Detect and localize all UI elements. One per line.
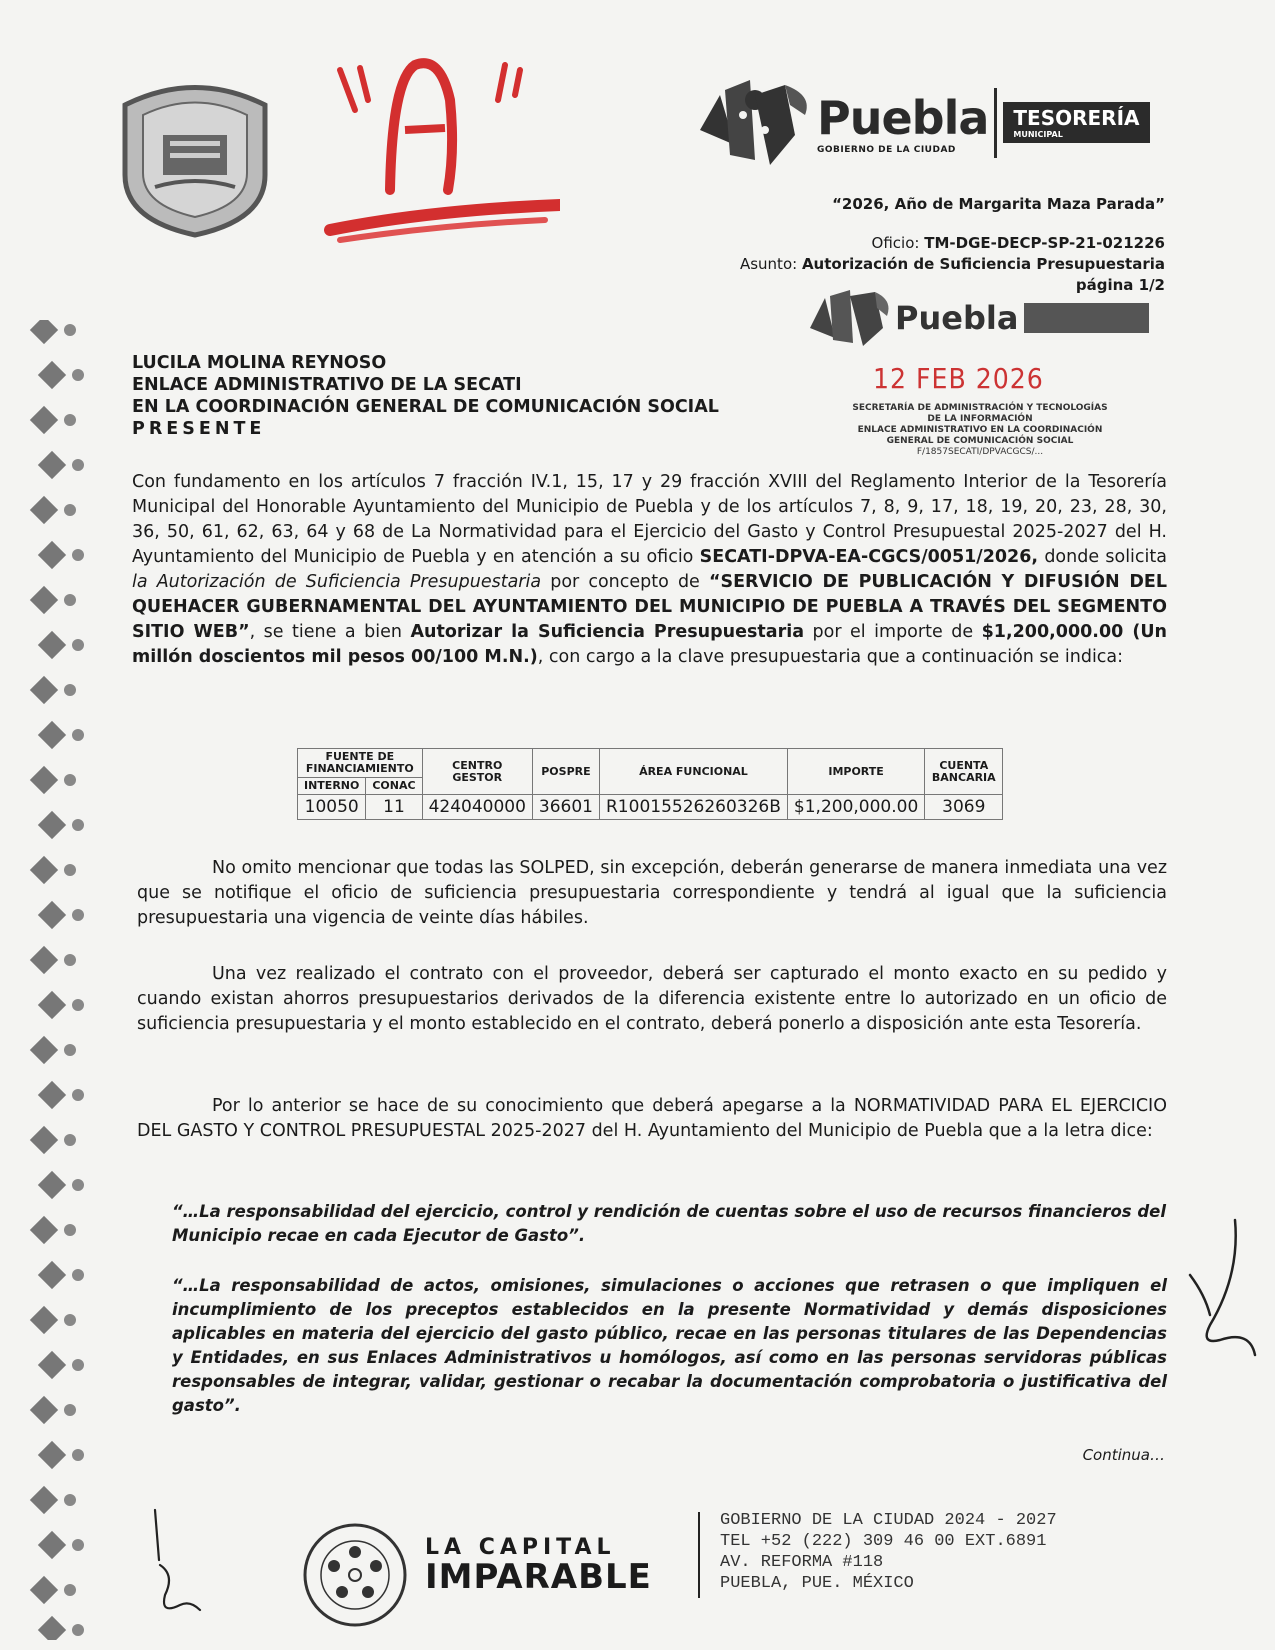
header-centro: CENTRO GESTOR (422, 749, 532, 795)
paragraph-3: Una vez realizado el contrato con el proveedor, deberá ser capturado el monto exacto en su pedido y cuando existan ahorros presupuestarios derivados de la diferencia existente entre lo autorizado en un oficio de suficiencia presupuestaria y el monto establecido en el contrato, deberá ponerlo a disposición ante esta Tesorería. (137, 964, 1167, 1034)
department-subtitle: MUNICIPAL (1013, 130, 1063, 139)
slogan-line-1: LA CAPITAL (425, 1535, 616, 1560)
slogan-line-2: IMPARABLE (425, 1557, 652, 1597)
addressee-block (132, 352, 719, 440)
red-handwritten-mark (320, 40, 560, 280)
p1-text-e: por el importe de (804, 622, 982, 642)
footer-address (720, 1510, 1057, 1594)
p1-text-b: donde solicita (1038, 547, 1167, 567)
stamp-brand-name: Puebla (895, 299, 1019, 337)
header-importe: IMPORTE (787, 749, 924, 795)
header-fuente: FUENTE DE FINANCIAMIENTO (298, 749, 423, 778)
header-interno: INTERNO (298, 778, 366, 795)
header-area: ÁREA FUNCIONAL (600, 749, 788, 795)
p1-text-a: Con fundamento en los artículos 7 fracción IV.1, 15, 17 y 29 fracción XVIII del Reglamento Interior de la Tesorería Municipal del Honorable Ayuntamiento del Municipio de Puebla y de los artículos 7, 8, 9, 17, 18, 19, 20, 23, 28, 30, 36, 50, 61, 62, 63, 64 y 68 de La Normatividad para el Ejercicio del Gasto y Control Presupuestal 2025-2027 del H. Ayuntamiento del Municipio de Puebla y en atención a su oficio (132, 472, 1167, 567)
asunto-label: Asunto: (739, 255, 798, 273)
stamp-line-3: ENLACE ADMINISTRATIVO EN LA COORDINACIÓN (857, 425, 1103, 435)
cell-importe: $1,200,000.00 (787, 795, 924, 820)
addressee-name: LUCILA MOLINA REYNOSO (132, 353, 387, 373)
address-line-4: PUEBLA, PUE. MÉXICO (720, 1574, 914, 1593)
stamp-emblem-icon (805, 288, 895, 348)
addressee-role-2: EN LA COORDINACIÓN GENERAL DE COMUNICACIÓN SOCIAL (132, 397, 719, 417)
header-conac: CONAC (366, 778, 422, 795)
footer-divider (698, 1512, 700, 1598)
header-logo (695, 75, 1165, 170)
cell-cuenta: 3069 (925, 795, 1003, 820)
header-cuenta: CUENTA BANCARIA (925, 749, 1003, 795)
brand-subtitle: GOBIERNO DE LA CIUDAD (817, 144, 956, 155)
oficio-number: TM-DGE-DECP-SP-21-021226 (924, 234, 1165, 252)
table-row (298, 795, 1003, 820)
brand-name: Puebla (817, 90, 989, 145)
cell-conac: 11 (366, 795, 422, 820)
page-number: página 1/2 (1075, 276, 1165, 294)
oficio-label: Oficio: (871, 234, 920, 252)
paragraph-2: No omito mencionar que todas las SOLPED, sin excepción, deberán generarse de manera inmediata una vez que se notifique el oficio de suficiencia presupuestaria correspondiente y tendrá al igual que la suficiencia presupuestaria una vigencia de veinte días hábiles. (137, 858, 1167, 928)
stamp-date: 12 FEB 2026 (873, 362, 1044, 395)
puebla-emblem-icon (695, 75, 815, 170)
signature-left (145, 1505, 215, 1625)
header-pospre: POSPRE (532, 749, 599, 795)
addressee-role-1: ENLACE ADMINISTRATIVO DE LA SECATI (132, 375, 522, 395)
p1-italic: la Autorización de Suficiencia Presupuestaria (132, 572, 542, 592)
paragraph-1 (132, 470, 1167, 670)
stamp-line-1: SECRETARÍA DE ADMINISTRACIÓN Y TECNOLOGÍAS (852, 403, 1108, 413)
stamp-line-2: DE LA INFORMACIÓN (927, 414, 1033, 424)
cell-centro: 424040000 (422, 795, 532, 820)
p1-authorization: Autorizar la Suficiencia Presupuestaria (410, 622, 805, 642)
cell-pospre: 36601 (532, 795, 599, 820)
reception-stamp (805, 288, 1155, 498)
asunto-text: Autorización de Suficiencia Presupuestaria (801, 255, 1165, 273)
department-box (1003, 102, 1149, 143)
department-title: TESORERÍA (1013, 106, 1140, 130)
quote-1: “…La responsabilidad del ejercicio, control y rendición de cuentas sobre el uso de recursos financieros del Municipio recae en cada Ejecutor de Gasto”. (172, 1202, 1166, 1245)
address-line-3: AV. REFORMA #118 (720, 1553, 884, 1572)
p1-text-c: por concepto de (541, 572, 709, 592)
p1-concept: “SERVICIO DE PUBLICACIÓN Y DIFUSIÓN DEL QUEHACER GUBERNAMENTAL DEL AYUNTAMIENTO DEL MUNICIPIO DE PUEBLA A TRAVÉS DEL SEGMENTO SITIO WEB” (132, 572, 1167, 642)
address-line-2: TEL +52 (222) 309 46 00 EXT.6891 (720, 1532, 1047, 1551)
budget-key-table (297, 748, 1003, 820)
oficio-block (740, 233, 1165, 296)
quote-2: “…La responsabilidad de actos, omisiones, simulaciones o acciones que retrasen o que impliquen el incumplimiento de los preceptos establecidos en la presente Normatividad y demás disposiciones aplicables en materia del ejercicio del gasto público, recae en las personas titulares de las Dependencias y Entidades, en sus Enlaces Administrativos u homólogos, así como en las personas servidoras públicas responsables de integrar, validar, gestionar o recabar la documentación comprobatoria o justificativa del gasto”. (172, 1276, 1167, 1415)
addressee-greeting: PRESENTE (132, 419, 266, 439)
address-line-1: GOBIERNO DE LA CIUDAD 2024 - 2027 (720, 1511, 1057, 1530)
signature-right (1180, 1215, 1260, 1385)
cell-interno: 10050 (298, 795, 366, 820)
p1-reference: SECATI-DPVA-EA-CGCS/0051/2026, (699, 547, 1039, 567)
city-seal-icon (115, 75, 275, 240)
cell-area: R10015526260326B (600, 795, 788, 820)
p1-text-d: , se tiene a bien (249, 622, 411, 642)
stamp-line-4: GENERAL DE COMUNICACIÓN SOCIAL (886, 436, 1074, 446)
paragraph-4: Por lo anterior se hace de su conocimiento que deberá apegarse a la NORMATIVIDAD PARA EL EJERCICIO DEL GASTO Y CONTROL PRESUPUESTAL 2025-2027 del H. Ayuntamiento del Municipio de Puebla que a la letra dice: (137, 1096, 1167, 1141)
decorative-border (22, 320, 112, 1640)
continua-label: Continua… (1082, 1446, 1165, 1464)
capital-slogan (425, 1535, 680, 1605)
equality-seal-icon (300, 1520, 410, 1630)
stamp-line-5: F/1857SECATI/DPVACGCS/... (916, 447, 1044, 457)
year-motto: “2026, Año de Margarita Maza Parada” (832, 195, 1165, 213)
p1-amount: $1,200,000.00 (Un millón doscientos mil pesos 00/100 M.N.) (132, 622, 1168, 667)
p1-text-f: , con cargo a la clave presupuestaria que a continuación se indica: (537, 647, 1124, 667)
